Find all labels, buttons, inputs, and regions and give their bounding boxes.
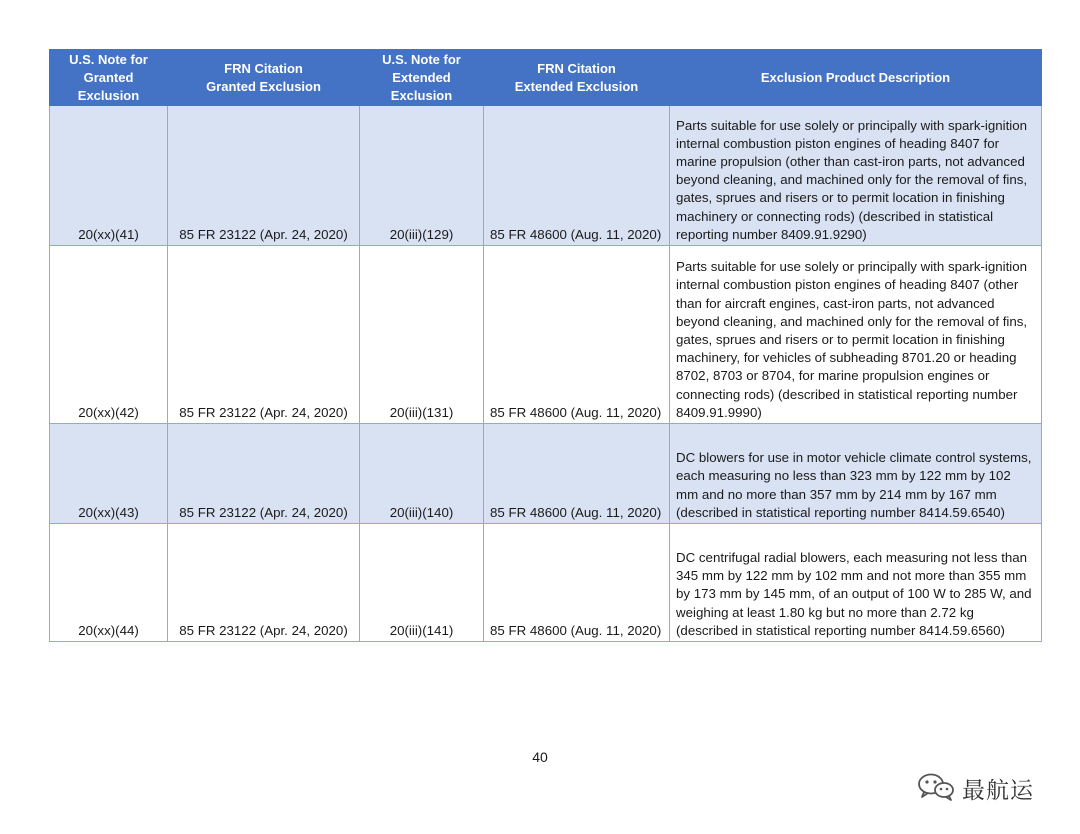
cell-description: DC centrifugal radial blowers, each measuring not less than 345 mm by 122 mm by 102 mm and not more than 355 mm by 173 mm by 145 mm, of an output of 100 W to 285 W, and weighing at least 1.80 kg but no more than 2.72 kg (described in statistical reporting number 8414.59.6560) — [670, 524, 1042, 642]
cell-frn-granted: 85 FR 23122 (Apr. 24, 2020) — [168, 246, 360, 424]
cell-note-extended: 20(iii)(141) — [360, 524, 484, 642]
cell-note-extended: 20(iii)(140) — [360, 424, 484, 524]
watermark — [916, 771, 1034, 805]
cell-frn-granted: 85 FR 23122 (Apr. 24, 2020) — [168, 106, 360, 246]
table-row — [50, 106, 1042, 246]
table-row — [50, 246, 1042, 424]
header-us-note-granted: U.S. Note for Granted Exclusion — [50, 50, 168, 106]
cell-note-granted: 20(xx)(44) — [50, 524, 168, 642]
cell-note-granted: 20(xx)(43) — [50, 424, 168, 524]
cell-frn-granted: 85 FR 23122 (Apr. 24, 2020) — [168, 424, 360, 524]
cell-frn-extended: 85 FR 48600 (Aug. 11, 2020) — [484, 246, 670, 424]
cell-note-extended: 20(iii)(129) — [360, 106, 484, 246]
cell-note-granted: 20(xx)(42) — [50, 246, 168, 424]
table-header-row — [50, 50, 1042, 106]
watermark-text: 最航运 — [962, 776, 1034, 803]
cell-frn-extended: 85 FR 48600 (Aug. 11, 2020) — [484, 524, 670, 642]
cell-note-granted: 20(xx)(41) — [50, 106, 168, 246]
cell-frn-extended: 85 FR 48600 (Aug. 11, 2020) — [484, 424, 670, 524]
header-frn-granted: FRN Citation Granted Exclusion — [168, 50, 360, 106]
table-row — [50, 524, 1042, 642]
cell-description: DC blowers for use in motor vehicle climate control systems, each measuring no less than 323 mm by 122 mm by 102 mm and no more than 357 mm by 214 mm by 167 mm (described in statistical reporting number 8414.59.6540) — [670, 424, 1042, 524]
header-description: Exclusion Product Description — [670, 50, 1042, 106]
cell-note-extended: 20(iii)(131) — [360, 246, 484, 424]
wechat-icon — [916, 771, 956, 806]
header-frn-extended: FRN Citation Extended Exclusion — [484, 50, 670, 106]
header-us-note-extended: U.S. Note for Extended Exclusion — [360, 50, 484, 106]
cell-description: Parts suitable for use solely or principally with spark-ignition internal combustion piston engines of heading 8407 for marine propulsion (other than cast-iron parts, not advanced beyond cleaning, and machined only for the removal of fins, gates, sprues and risers or to permit location in finishing machinery or connecting rods) (described in statistical reporting number 8409.91.9290) — [670, 106, 1042, 246]
exclusion-table — [49, 49, 1042, 642]
cell-frn-granted: 85 FR 23122 (Apr. 24, 2020) — [168, 524, 360, 642]
page-number: 40 — [532, 749, 548, 765]
cell-frn-extended: 85 FR 48600 (Aug. 11, 2020) — [484, 106, 670, 246]
table-row — [50, 424, 1042, 524]
cell-description: Parts suitable for use solely or principally with spark-ignition internal combustion piston engines of heading 8407 (other than for aircraft engines, cast-iron parts, not advanced beyond cleaning, and machined only for the removal of fins, gates, sprues and risers or to permit location in finishing machinery, for vehicles of subheading 8701.20 or heading 8702, 8703 or 8704, for marine propulsion engines or connecting rods) (described in statistical reporting number 8409.91.9990) — [670, 246, 1042, 424]
